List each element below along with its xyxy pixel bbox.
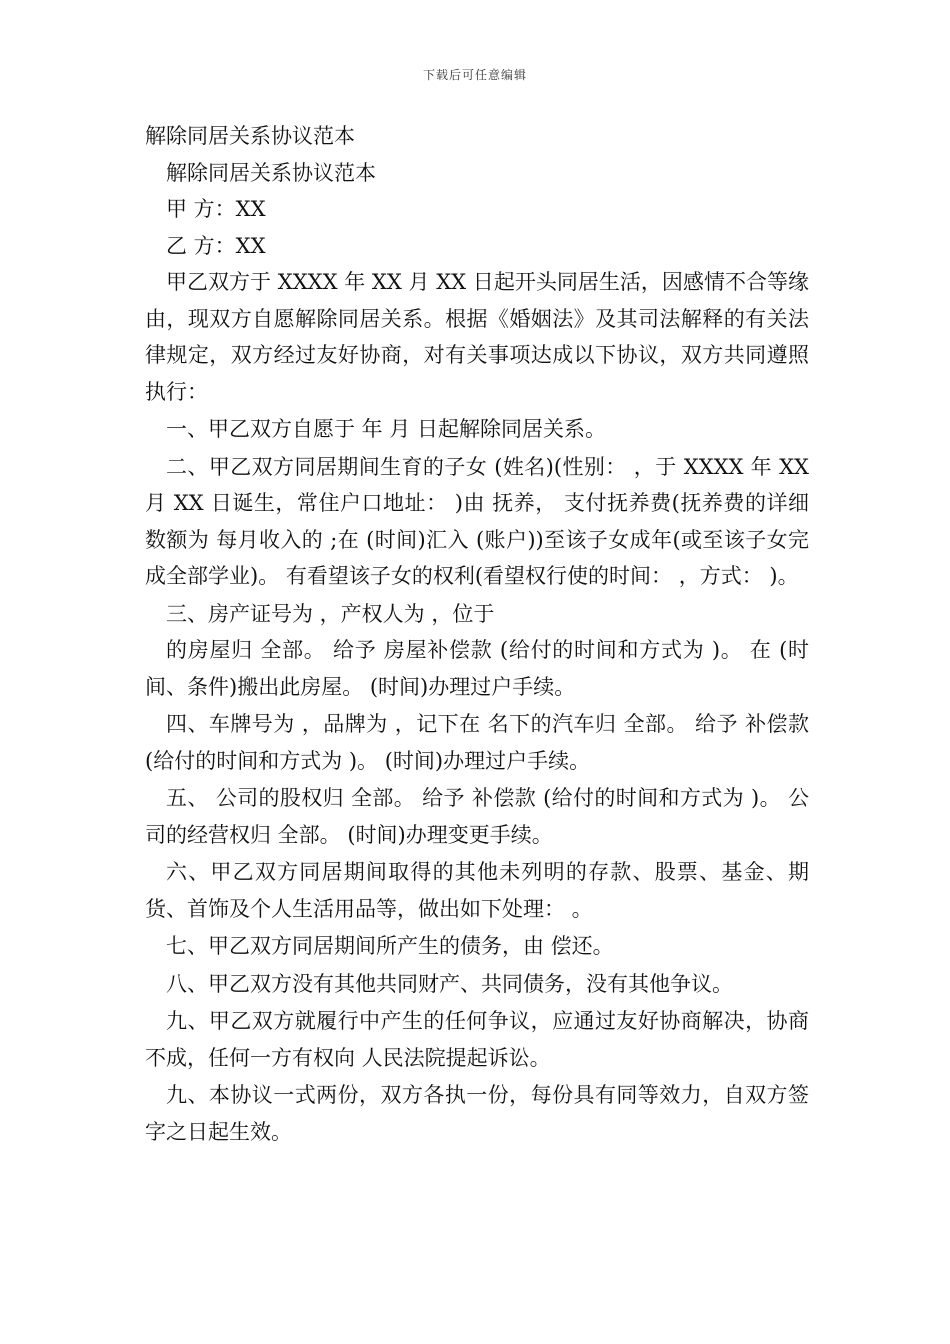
- clause-3-first-line: 三、房产证号为 ，产权人为 ，位于: [166, 601, 495, 626]
- clause-6: 六、甲乙双方同居期间取得的其他未列明的存款、股票、基金、期货、首饰及个人生活用品等，做出如下处理： 。: [145, 860, 809, 921]
- clause-2: 二、甲乙双方同居期间生育的子女 (姓名)(性别： ，于 XXXX 年 XX 月 XX 日诞生，常住户口地址： )由 抚养， 支付抚养费(抚养费的详细数额为 每月收入的 ;在 (时间)汇入 (账户))至该子女成年(或至该子女完成全部学业)。 有看望该子女的权利(看望权行使的时间： ，方式： )。: [145, 454, 809, 588]
- paragraph-preamble: 甲乙双方于 XXXX 年 XX 月 XX 日起开头同居生活，因感情不合等缘由，现双方自愿解除同居关系。根据《婚姻法》及其司法解释的有关法律规定，双方经过友好协商，对有关事项达成以下协议，双方共同遵照执行：: [145, 270, 809, 404]
- clause-8: 八、甲乙双方没有其他共同财产、共同债务，没有其他争议。: [166, 971, 733, 996]
- document-title: 解除同居关系协议范本: [145, 124, 355, 148]
- clause-9: 九、甲乙双方就履行中产生的任何争议，应通过友好协商解决，协商不成，任何一方有权向 人民法院提起诉讼。: [145, 1009, 809, 1070]
- clause-7: 七、甲乙双方同居期间所产生的债务，由 偿还。: [166, 934, 614, 958]
- clause-5: 五、 公司的股权归 全部。 给予 补偿款 (给付的时间和方式为 )。 公司的经营权归 全部。 (时间)办理变更手续。: [145, 786, 809, 847]
- party-b-line: 乙 方：XX: [166, 233, 266, 258]
- clause-3-continuation: 的房屋归 全部。 给予 房屋补偿款 (给付的时间和方式为 )。 在 (时间、条件)搬出此房屋。 (时间)办理过户手续。: [145, 638, 809, 699]
- party-a-line: 甲 方：XX: [166, 197, 266, 221]
- clause-1: 一、甲乙双方自愿于 年 月 日起解除同居关系。: [166, 417, 607, 441]
- document-subtitle: 解除同居关系协议范本: [166, 160, 376, 185]
- page-header-note: 下载后可任意编辑: [422, 68, 527, 82]
- clause-9-effect: 九、本协议一式两份，双方各执一份，每份具有同等效力，自双方签字之日起生效。: [145, 1083, 809, 1144]
- clause-4: 四、车牌号为 ，品牌为 ，记下在 名下的汽车归 全部。 给予 补偿款 (给付的时间和方式为 )。 (时间)办理过户手续。: [145, 712, 809, 773]
- document-body: [145, 118, 809, 1150]
